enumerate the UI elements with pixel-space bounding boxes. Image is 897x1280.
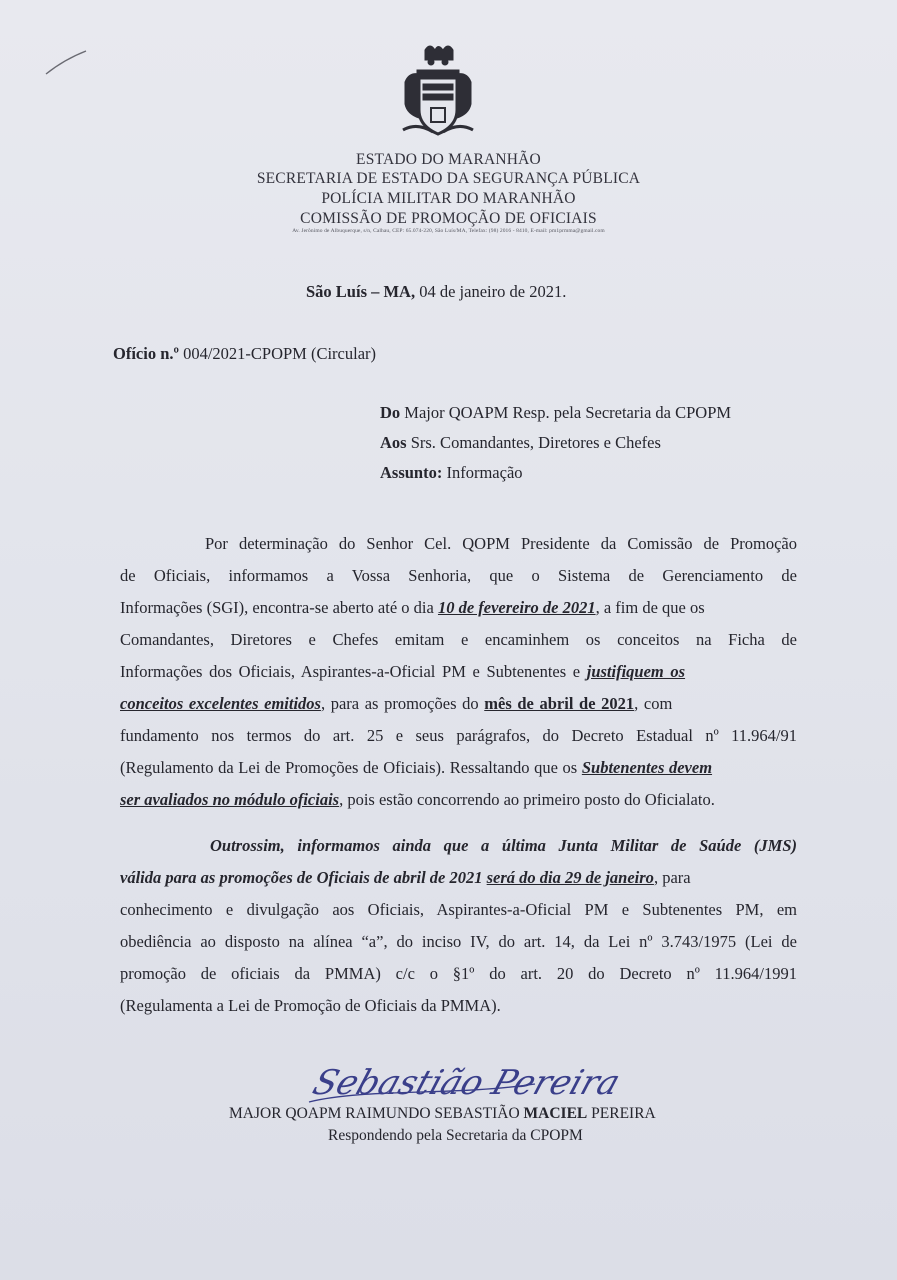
para1-line: fundamento nos termos do art. 25 e seus parágrafos, do Decreto Estadual nº 11.964/91 [120,726,797,745]
to-label: Aos [380,433,407,452]
routing-to [380,433,661,453]
routing-subject [380,463,523,483]
svg-text:Sebastião Pereira: Sebastião Pereira [307,1063,625,1103]
header-commission: COMISSÃO DE PROMOÇÃO DE OFICIAIS [300,210,597,227]
date-place: São Luís – MA, [306,282,416,301]
para1-line [120,662,685,682]
signatory-name [229,1104,656,1124]
from-value: Major QOAPM Resp. pela Secretaria da CPOPM [404,403,732,422]
para2-line: (Regulamenta a Lei de Promoção de Oficiais da PMMA). [120,996,501,1015]
text-span: , para [653,868,691,887]
header-state: ESTADO DO MARANHÃO [356,151,541,168]
emphasis-text: justifiquem os [586,662,686,681]
text-span: , a fim de que os [595,598,705,617]
subject-label: Assunto: [380,463,443,482]
para1-line: de Oficiais, informamos a Vossa Senhoria, que o Sistema de Gerenciamento de [120,566,797,585]
text-span: , para as promoções do [320,694,479,713]
header-police: POLÍCIA MILITAR DO MARANHÃO [321,190,576,207]
from-label: Do [380,403,401,422]
para2-line: obediência ao disposto na alínea “a”, do inciso IV, do art. 14, da Lei nº 3.743/1975 (Lei de [120,932,797,951]
para2-line: promoção de oficiais da PMMA) c/c o §1º do art. 20 do Decreto nº 11.964/1991 [120,964,797,983]
document-date [306,282,566,302]
text-span: Informações (SGI), encontra-se aberto até o dia [120,598,434,617]
to-value: Srs. Comandantes, Diretores e Chefes [410,433,661,452]
emphasis-text: conceitos excelentes emitidos [120,694,321,713]
oficio-label: Ofício n.º [113,344,179,363]
promotion-month: mês de abril de 2021 [484,694,635,713]
para1-line: Comandantes, Diretores e Chefes emitam e encaminhem os conceitos na Ficha de [120,630,797,649]
header-address: Av. Jerônimo de Albuquerque, s/n, Calhau, CEP: 65.074-220, São Luís/MA, Telefax: (98) 2016 - 8410, E-mail: pm1prmma@gmail.com [292,228,605,234]
para1-line [120,758,712,778]
oficio-value: 004/2021-CPOPM (Circular) [183,344,377,363]
emphasis-text: ser avaliados no módulo oficiais [120,790,340,809]
handwritten-signature [305,1050,625,1112]
text-span: Informações dos Oficiais, Aspirantes-a-Oficial PM e Subtenentes e [120,662,581,681]
para2-line: Outrossim, informamos ainda que a última Junta Militar de Saúde (JMS) [210,836,797,855]
emphasis-text: Subtenentes devem [581,758,713,777]
text-span: , com [634,694,673,713]
date-value: 04 de janeiro de 2021. [419,282,567,301]
text-span: , pois estão concorrendo ao primeiro posto do Oficialato. [339,790,715,809]
para1-line [120,598,705,618]
signatory-role: Respondendo pela Secretaria da CPOPM [328,1127,583,1144]
jms-date: será do dia 29 de janeiro [486,868,654,887]
para1-line: Por determinação do Senhor Cel. QOPM Presidente da Comissão de Promoção [205,534,797,553]
pen-mark [42,48,90,78]
para1-line [120,694,672,714]
text-span: MAJOR QOAPM RAIMUNDO SEBASTIÃO [229,1105,520,1122]
oficio-number [113,344,376,364]
para2-line: conhecimento e divulgação aos Oficiais, Aspirantes-a-Oficial PM e Subtenentes PM, em [120,900,797,919]
para2-line [120,868,691,888]
text-span: PEREIRA [591,1105,656,1122]
coat-of-arms-icon [395,42,481,142]
deadline-date: 10 de fevereiro de 2021 [437,598,596,617]
header-secretariat: SECRETARIA DE ESTADO DA SEGURANÇA PÚBLICA [256,170,641,187]
emphasis-text: válida para as promoções de Oficiais de abril de 2021 [120,868,483,887]
surname-bold: MACIEL [523,1105,588,1122]
routing-from [380,403,731,423]
para1-line [120,790,715,810]
text-span: (Regulamento da Lei de Promoções de Oficiais). Ressaltando que os [120,758,578,777]
subject-value: Informação [446,463,523,482]
